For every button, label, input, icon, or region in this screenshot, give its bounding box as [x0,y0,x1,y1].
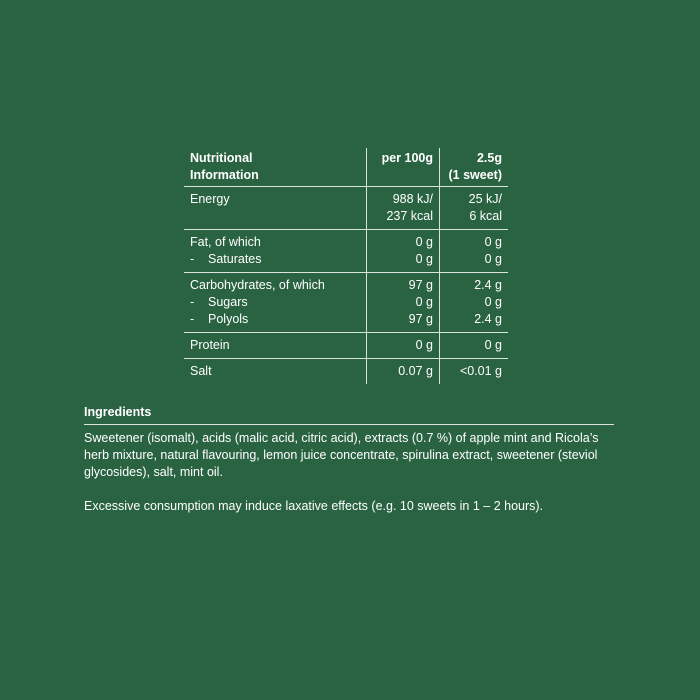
fat-row [184,230,508,273]
protein-row [184,333,508,359]
energy-label [184,187,367,230]
carbohydrates-serving-value: 2.4 g [474,278,502,292]
header-serving-line1: 2.5g [476,151,502,165]
polyols-serving-value: 2.4 g [474,312,502,326]
fat-label [184,230,367,273]
fat-serving-value: 0 g [484,235,502,249]
carbohydrates-per100-value: 97 g [408,278,433,292]
energy-serving-kj: 25 kJ/ [468,192,502,206]
saturates-per100-value: 0 g [415,252,433,266]
protein-name: Protein [190,338,230,352]
salt-per100-value: 0.07 g [398,364,433,378]
energy-serving-kcal: 6 kcal [469,209,502,223]
ingredients-section [84,402,614,515]
saturates-label [190,251,360,268]
salt-name: Salt [190,364,212,378]
ingredients-title: Ingredients [84,402,614,425]
laxative-warning: Excessive consumption may induce laxative effects (e.g. 10 sweets in 1 – 2 hours). [84,499,544,513]
saturates-serving-value: 0 g [484,252,502,266]
polyols-per100-value: 97 g [408,312,433,326]
saturates-dash: - [190,252,195,266]
sugars-per100-value: 0 g [415,295,433,309]
sugars-dash: - [190,295,195,309]
carbohydrates-per100 [367,273,440,333]
energy-serving [440,187,509,230]
protein-per100 [367,333,440,359]
header-per-serving [440,148,509,187]
protein-per100-value: 0 g [415,338,433,352]
salt-serving-value: <0.01 g [459,364,502,378]
nutrition-header-row [184,148,508,187]
header-name-line2: Information [190,168,259,182]
protein-serving-value: 0 g [484,338,502,352]
carbohydrates-name: Carbohydrates, of which [190,278,325,292]
header-name-line1: Nutritional [190,151,253,165]
header-serving-line2: (1 sweet) [448,168,502,182]
protein-serving [440,333,509,359]
sugars-label [190,294,360,311]
saturates-name: Saturates [208,252,262,266]
salt-serving [440,359,509,385]
energy-name: Energy [190,192,230,206]
fat-per100 [367,230,440,273]
carbohydrates-label [184,273,367,333]
energy-per100 [367,187,440,230]
polyols-label [190,311,360,328]
ingredients-text: Sweetener (isomalt), acids (malic acid, citric acid), extracts (0.7 %) of apple mint and Ricola’s herb mixture, natural flavouring, lemon juice concentrate, spirulina extract, sweetener (steviol glycosides), salt, mint oil. [84,431,599,479]
header-per100-label: per 100g [381,151,433,165]
carbohydrates-serving [440,273,509,333]
polyols-name: Polyols [208,312,249,326]
protein-label [184,333,367,359]
energy-per100-kj: 988 kJ/ [392,192,433,206]
sugars-serving-value: 0 g [484,295,502,309]
energy-row [184,187,508,230]
salt-row [184,359,508,385]
nutrition-table [184,148,508,384]
polyols-dash: - [190,312,195,326]
salt-per100 [367,359,440,385]
sugars-name: Sugars [208,295,248,309]
fat-per100-value: 0 g [415,235,433,249]
energy-per100-kcal: 237 kcal [386,209,433,223]
salt-label [184,359,367,385]
header-nutritional-information [184,148,367,187]
fat-serving [440,230,509,273]
fat-name: Fat, of which [190,235,261,249]
header-per-100g [367,148,440,187]
carbohydrates-row [184,273,508,333]
